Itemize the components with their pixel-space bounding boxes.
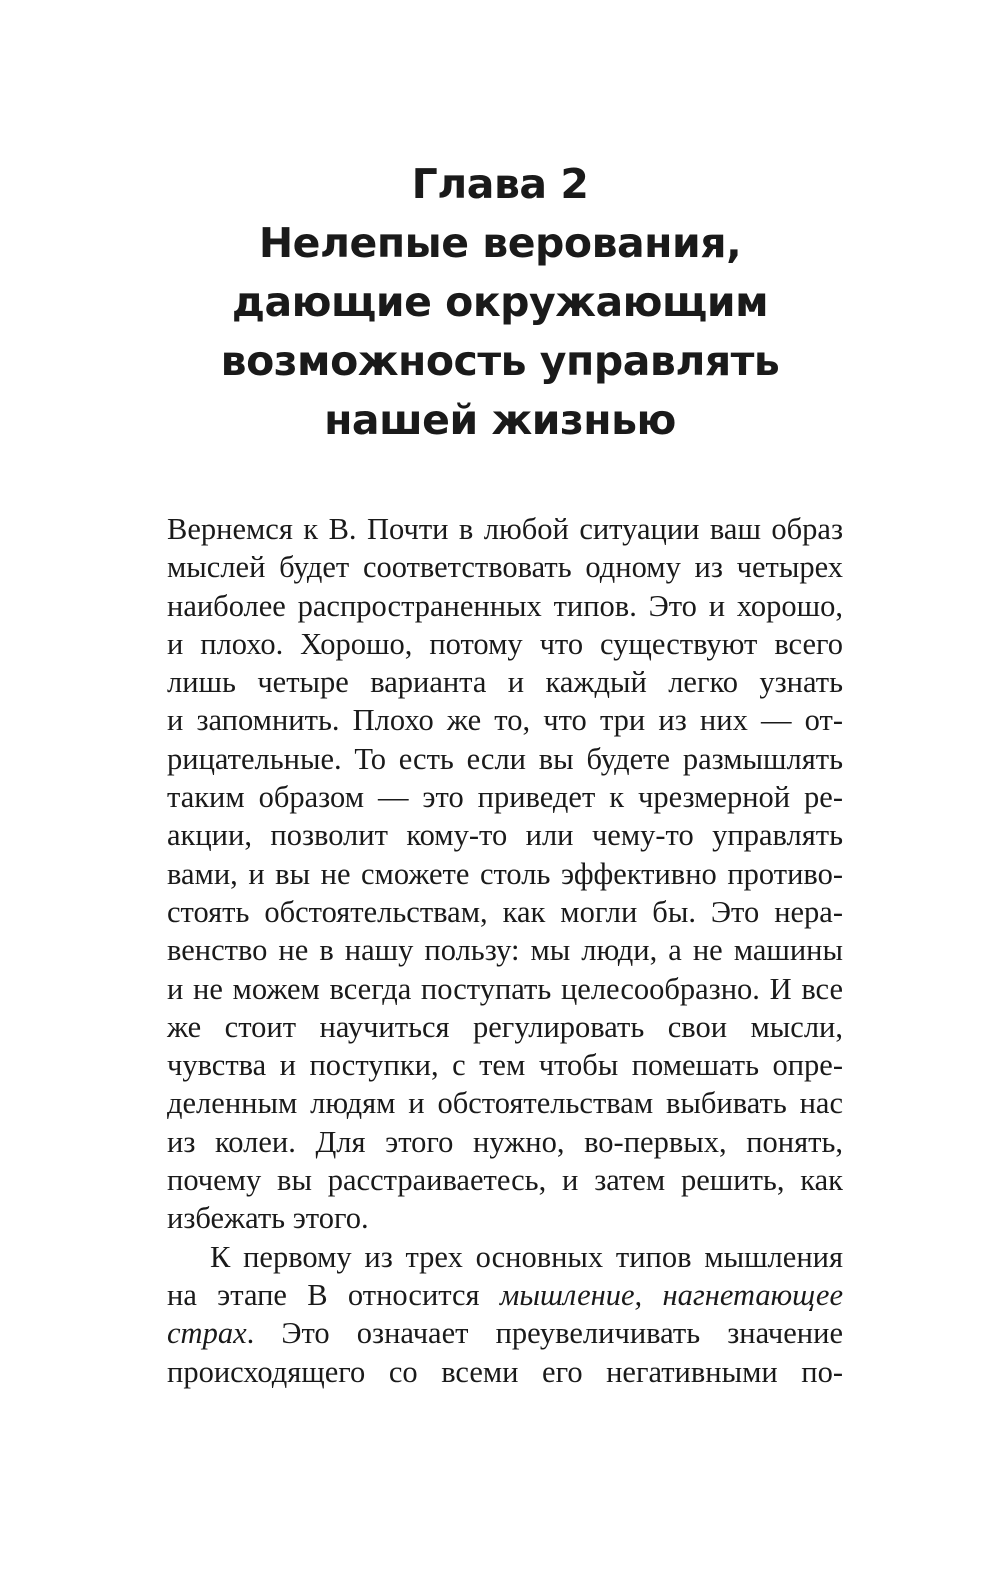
text-line: почему вы расстраиваетесь, и затем решить, как: [167, 1163, 843, 1198]
text-line: наиболее распространенных типов. Это и хорошо,: [167, 588, 843, 623]
emphasized-term: мышление, нагнетающее: [499, 1277, 844, 1312]
text-line: К первому из трех основных типов мышления: [210, 1239, 843, 1274]
text-line: Вернемся к В. Почти в любой ситуации ваш образ: [167, 512, 843, 546]
text-line: таким образом — это приведет к чрезмерной ре-: [167, 780, 843, 815]
chapter-heading: [150, 155, 850, 450]
text-line: стоять обстоятельствам, как могли бы. Это нера-: [167, 894, 843, 929]
emphasized-term: страх: [167, 1316, 247, 1351]
paragraph-2: [167, 1238, 843, 1391]
chapter-title-line: нашей жизнью: [324, 396, 676, 444]
text-line: венство не в нашу пользу: мы люди, а не машины: [167, 933, 843, 968]
text-line: и плохо. Хорошо, потому что существуют всего: [167, 626, 843, 661]
text-line: и не можем всегда поступать целесообразно. И все: [167, 971, 843, 1006]
text-line: из колеи. Для этого нужно, во-первых, понять,: [167, 1124, 843, 1159]
text-line: и запомнить. Плохо же то, что три из них — от-: [167, 703, 843, 738]
text-line: происходящего со всеми его негативными по-: [167, 1354, 843, 1389]
text-line: деленным людям и обстоятельствам выбивать нас: [167, 1086, 843, 1121]
text-line: [167, 1276, 843, 1314]
text-line: избежать этого.: [167, 1201, 369, 1236]
text-line: акции, позволит кому-то или чему-то управлять: [167, 818, 843, 853]
body-text: [167, 510, 843, 1391]
text-line: вами, и вы не сможете столь эффективно противо-: [167, 856, 843, 891]
text-line: мыслей будет соответствовать одному из четырех: [167, 550, 843, 585]
text-line: же стоит научиться регулировать свои мысли,: [167, 1009, 843, 1044]
text-line: лишь четыре варианта и каждый легко узнать: [167, 665, 843, 700]
paragraph-1: [167, 510, 843, 1238]
text-fragment: на этапе В относится: [167, 1277, 500, 1312]
chapter-title-line: Нелепые верования,: [258, 219, 742, 267]
chapter-title-line: возможность управлять: [220, 337, 780, 385]
text-line: чувства и поступки, с тем чтобы помешать опре-: [167, 1048, 843, 1083]
text-fragment: . Это означает преувеличивать значение: [246, 1316, 843, 1351]
text-line: рицательные. То есть если вы будете размышлять: [167, 741, 843, 776]
chapter-title-line: дающие окружающим: [231, 278, 769, 326]
text-line: [167, 1314, 843, 1352]
chapter-number: Глава 2: [411, 160, 589, 208]
